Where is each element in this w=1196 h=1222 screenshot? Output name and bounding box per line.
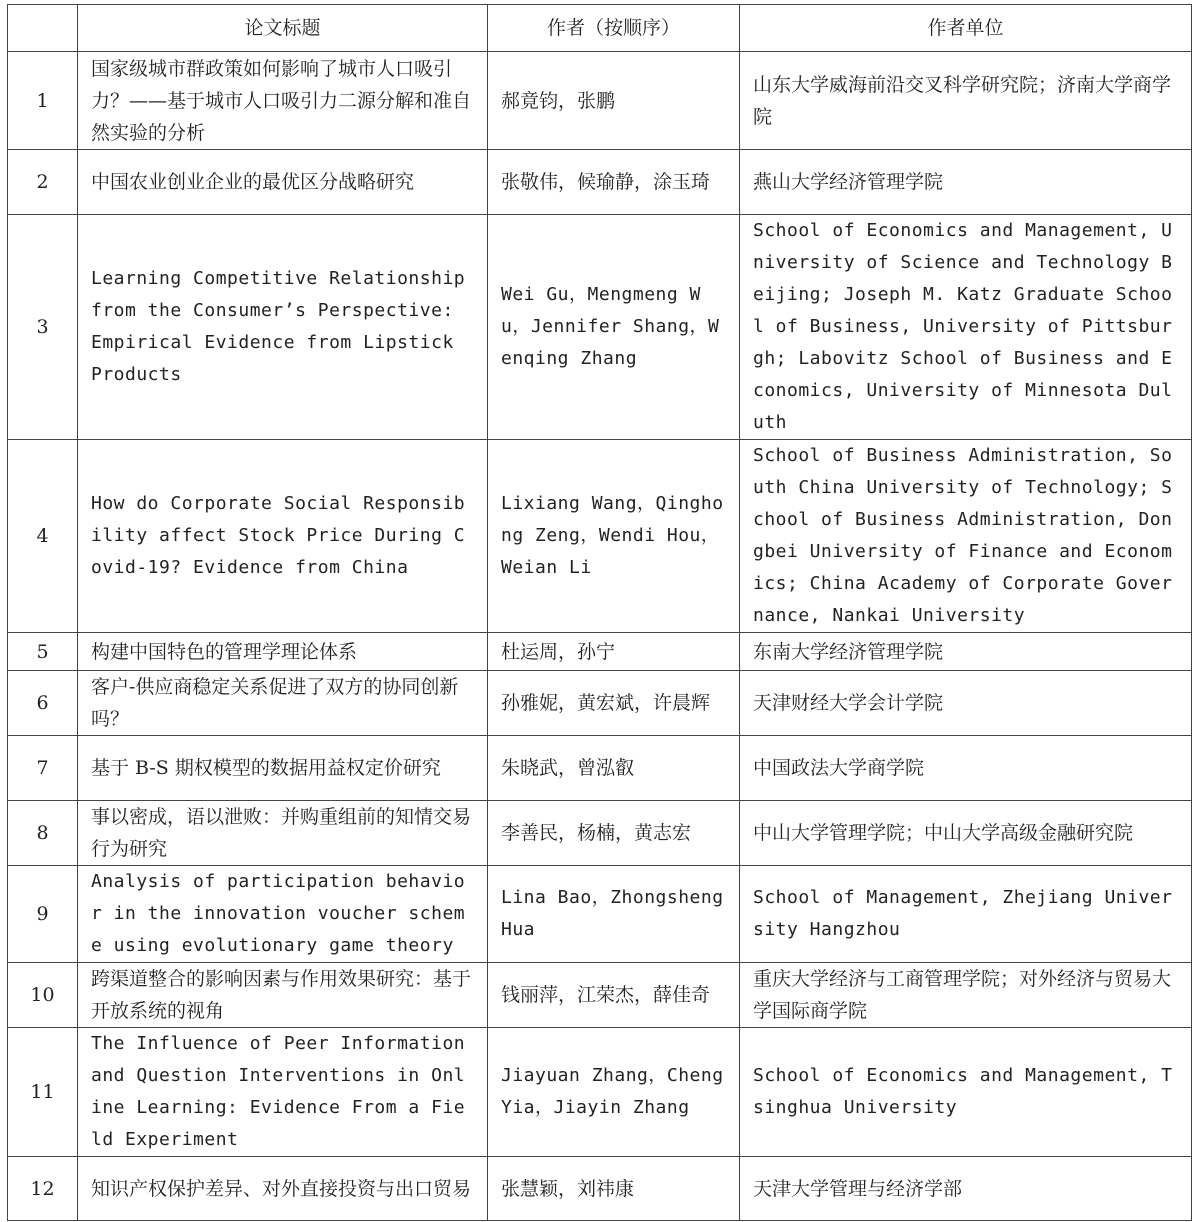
paper-affiliation: School of Economics and Management, Tsinghua University (740, 1028, 1192, 1157)
row-number: 2 (8, 150, 78, 215)
paper-affiliation: School of Business Administration, South China University of Technology; School of Business Administration, Dongbei University of Finance and Economics; China Academy of Corporate Governance, Nankai University (740, 440, 1192, 633)
paper-title: 中国农业创业企业的最优区分战略研究 (78, 150, 488, 215)
paper-authors: Lina Bao，Zhongsheng Hua (488, 866, 740, 963)
paper-title: 国家级城市群政策如何影响了城市人口吸引力？——基于城市人口吸引力二源分解和准自然实验的分析 (78, 52, 488, 150)
row-number: 11 (8, 1028, 78, 1157)
row-number: 4 (8, 440, 78, 633)
row-number: 6 (8, 671, 78, 736)
paper-affiliation: School of Management, Zhejiang University Hangzhou (740, 866, 1192, 963)
paper-title: 知识产权保护差异、对外直接投资与出口贸易 (78, 1157, 488, 1221)
row-number: 7 (8, 736, 78, 801)
header-authors: 作者（按顺序） (488, 5, 740, 52)
table-row (8, 52, 1192, 150)
paper-title: 跨渠道整合的影响因素与作用效果研究：基于开放系统的视角 (78, 963, 488, 1028)
row-number: 9 (8, 866, 78, 963)
paper-affiliation: 重庆大学经济与工商管理学院；对外经济与贸易大学国际商学院 (740, 963, 1192, 1028)
paper-authors: 郝竟钧，张鹏 (488, 52, 740, 150)
paper-title: Learning Competitive Relationship from the Consumer’s Perspective: Empirical Evidence from Lipstick Products (78, 215, 488, 440)
paper-authors: Jiayuan Zhang，Cheng Yia，Jiayin Zhang (488, 1028, 740, 1157)
row-number: 8 (8, 801, 78, 866)
row-number: 1 (8, 52, 78, 150)
row-number: 3 (8, 215, 78, 440)
paper-authors: 张敬伟，候瑜静，涂玉琦 (488, 150, 740, 215)
paper-title: The Influence of Peer Information and Question Interventions in Online Learning: Evidence From a Field Experiment (78, 1028, 488, 1157)
table-row (8, 671, 1192, 736)
paper-title: 客户-供应商稳定关系促进了双方的协同创新吗？ (78, 671, 488, 736)
paper-authors: 朱晓武，曾泓叡 (488, 736, 740, 801)
table-row (8, 150, 1192, 215)
row-number: 10 (8, 963, 78, 1028)
paper-affiliation: 天津财经大学会计学院 (740, 671, 1192, 736)
papers-table (7, 4, 1192, 1221)
paper-authors: 李善民，杨楠，黄志宏 (488, 801, 740, 866)
paper-title: 基于 B-S 期权模型的数据用益权定价研究 (78, 736, 488, 801)
header-number (8, 5, 78, 52)
paper-affiliation: 燕山大学经济管理学院 (740, 150, 1192, 215)
table-row (8, 736, 1192, 801)
header-row (8, 5, 1192, 52)
table-row (8, 963, 1192, 1028)
table-row (8, 1157, 1192, 1221)
row-number: 12 (8, 1157, 78, 1221)
row-number: 5 (8, 633, 78, 671)
paper-authors: Wei Gu，Mengmeng Wu，Jennifer Shang，Wenqing Zhang (488, 215, 740, 440)
paper-affiliation: 天津大学管理与经济学部 (740, 1157, 1192, 1221)
table-row (8, 440, 1192, 633)
paper-affiliation: 中山大学管理学院；中山大学高级金融研究院 (740, 801, 1192, 866)
paper-affiliation: School of Economics and Management, University of Science and Technology Beijing; Joseph M. Katz Graduate School of Business, University of Pittsburgh; Labovitz School of Business and Economics, University of Minnesota Duluth (740, 215, 1192, 440)
header-affiliation: 作者单位 (740, 5, 1192, 52)
table-row (8, 215, 1192, 440)
paper-affiliation: 山东大学威海前沿交叉科学研究院；济南大学商学院 (740, 52, 1192, 150)
paper-authors: Lixiang Wang，Qinghong Zeng，Wendi Hou，Weian Li (488, 440, 740, 633)
paper-authors: 钱丽萍，江荣杰，薛佳奇 (488, 963, 740, 1028)
table-row (8, 633, 1192, 671)
paper-title: Analysis of participation behavior in the innovation voucher scheme using evolutionary game theory (78, 866, 488, 963)
table-row (8, 866, 1192, 963)
paper-title: 构建中国特色的管理学理论体系 (78, 633, 488, 671)
paper-authors: 张慧颖，刘祎康 (488, 1157, 740, 1221)
table-row (8, 801, 1192, 866)
paper-affiliation: 中国政法大学商学院 (740, 736, 1192, 801)
paper-authors: 杜运周，孙宁 (488, 633, 740, 671)
header-title: 论文标题 (78, 5, 488, 52)
paper-title: How do Corporate Social Responsibility affect Stock Price During Covid-19? Evidence from China (78, 440, 488, 633)
paper-affiliation: 东南大学经济管理学院 (740, 633, 1192, 671)
table-row (8, 1028, 1192, 1157)
paper-title: 事以密成，语以泄败：并购重组前的知情交易行为研究 (78, 801, 488, 866)
paper-authors: 孙雅妮，黄宏斌，许晨辉 (488, 671, 740, 736)
